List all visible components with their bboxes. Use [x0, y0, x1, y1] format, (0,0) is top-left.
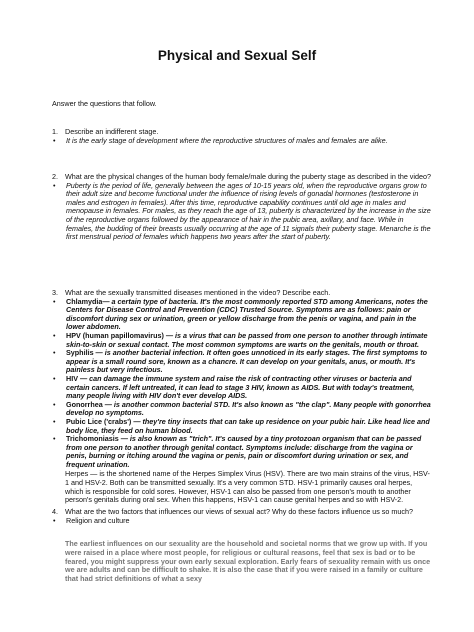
page-title: Physical and Sexual Self [157, 48, 317, 63]
std-term: HPV (human papillomavirus) [66, 330, 164, 340]
std-term: Gonorrhea [66, 399, 103, 409]
question-text: What are the physical changes of the human body female/male during the puberty stage as described in the video? [65, 172, 431, 181]
bullet-icon: • [53, 135, 56, 145]
std-definition: — they're tiny insects that can take up residence on your pubic hair. Like head lice and body lice, they feed on human blood. [66, 416, 430, 435]
std-term: Chlamydia [66, 296, 103, 306]
std-definition: — is also known as "trich". It's caused by a tiny protozoan organism that can be passed from one person to another through genital contact. Symptoms include: discharge from the vagina or penis, burning or itching around the vagina or penis, pain or discomfort during urination or sex, and frequent urination. [66, 434, 422, 469]
question-2 [52, 173, 432, 242]
answer-text: Religion and culture [66, 515, 130, 525]
bullet-icon: • [53, 180, 56, 190]
bullet-icon: • [53, 330, 56, 340]
std-item [52, 418, 432, 435]
answer-text: It is the early stage of development where the reproductive structures of males and females are alike. [66, 135, 388, 145]
question-number: 2. [52, 172, 58, 181]
std-definition: — can damage the immune system and raise the risk of contracting other viruses or bacteria and certain cancers. If left untreated, it can lead to stage 3 HIV, known as AIDS. But with today's treatment, many people living with HIV don't ever develop AIDS. [66, 373, 415, 401]
std-definition: — is another common bacterial STD. It's also known as "the clap". Many people with gonorrhea develop no symptoms. [66, 399, 431, 418]
question-text: Describe an indifferent stage. [65, 127, 159, 136]
std-definition: — a certain type of bacteria. It's the most commonly reported STD among Americans, notes the Centers for Disease Control and Prevention (CDC) Trusted Source. Symptoms are as follows: pain or discomfort during sex or urination, green or yellow discharge from the penis or vagina, and pain in the lower abdomen. [66, 296, 428, 332]
question-1 [52, 128, 432, 145]
question-4 [52, 508, 432, 525]
std-item [52, 401, 432, 418]
bullet-icon: • [53, 434, 56, 444]
question-text: What are the two factors that influences our views of sexual act? Why do these factors influence us so much? [65, 507, 413, 516]
std-item [52, 298, 432, 332]
question-number: 3. [52, 288, 58, 297]
answer-text: Puberty is the period of life, generally between the ages of 10-15 years old, when the reproductive organs grow to their adult size and become functional under the influence of rising levels of gonadal hormones (testosterone in males and estrogen in females). After this time, reproductive capability continues until old age in males and menopause in females. For males, as they reach the age of 13, puberty is characterized by the increase in the size of the reproductive organs followed by the appearance of hair in the pubic area, axillary, and face. While in females, the budding of their breasts usually occurring at the age of 11 signals their puberty stage. Menarche is the first menstrual period of females which happens two years after the start of puberty. [66, 180, 431, 242]
question-number: 1. [52, 127, 58, 136]
influence-paragraph: The earliest influences on our sexuality are the household and societal norms that we grow up with. If you were raised in a place where most people, for religious or cultural reasons, feel that sex is bad or to be feared, you might suppress your own early sexual exploration. Early fears of sexuality remain with us once we are adults and can be difficult to shake. It is also the case that if you were raised in a family or culture that had strict definitions of what a sexy [65, 539, 431, 584]
herpes-paragraph: Herpes — is the shortened name of the Herpes Simplex Virus (HSV). There are two main strains of the virus, HSV-1 and HSV-2. Both can be transmitted sexually. It's a very common STD. HSV-1 primarily causes oral herpes, which is responsible for cold sores. However, HSV-1 can also be passed from one person's mouth to another person's genitals during oral sex. When this happens, HSV-1 can cause genital herpes and so with HSV-2. [65, 469, 430, 505]
std-definition: — is a virus that can be passed from one person to another through intimate skin-to-skin or sexual contact. The most common symptoms are warts on the genitals, mouth or throat. [66, 330, 428, 349]
answer-item [52, 137, 432, 146]
bullet-icon: • [53, 416, 56, 426]
bullet-icon: • [53, 296, 56, 306]
bullet-icon: • [53, 399, 56, 409]
std-item [52, 332, 432, 349]
std-list [52, 298, 432, 470]
question-text: What are the sexually transmitted diseases mentioned in the video? Describe each. [65, 288, 331, 297]
std-item [52, 349, 432, 375]
std-definition: — is another bacterial infection. It often goes unnoticed in its early stages. The first symptoms to appear is a small round sore, known as a chancre. It can develop on your genitals, anus, or mouth. It's painless but very infectious. [66, 348, 428, 375]
answer-item [52, 182, 432, 242]
std-item [52, 435, 432, 469]
std-item [52, 375, 432, 401]
question-number: 4. [52, 507, 58, 516]
std-term: Trichomoniasis [66, 434, 119, 444]
question-3 [52, 289, 432, 505]
std-term: HIV [66, 373, 78, 383]
answer-item [52, 517, 432, 526]
bullet-icon: • [53, 348, 56, 358]
intro-text: Answer the questions that follow. [52, 99, 157, 108]
bullet-icon: • [53, 515, 56, 525]
std-term: Pubic Lice ('crabs') [66, 416, 132, 426]
std-term: Syphilis [66, 348, 94, 358]
bullet-icon: • [53, 373, 56, 383]
